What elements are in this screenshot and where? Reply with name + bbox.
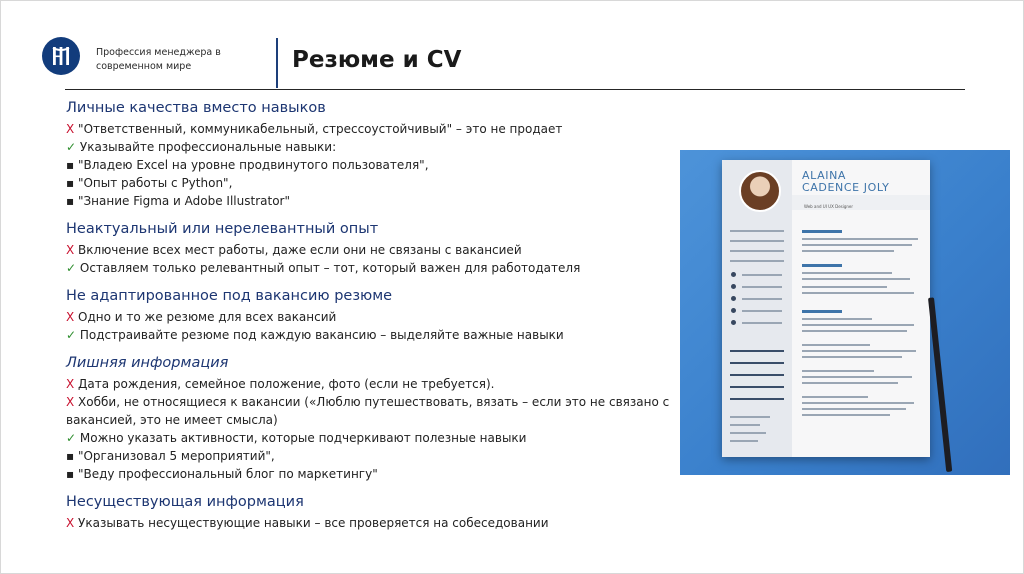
section-heading: Неактуальный или нерелевантный опыт [66,221,379,237]
resume-social-text [742,274,782,276]
bullet-text: Указывайте профессиональные навыки: [76,140,337,154]
bullet-text: Подстраивайте резюме под каждую вакансию – выделяйте важные навыки [76,328,564,342]
bullet-line [66,192,676,210]
resume-name-line-2: CADENCE JOLY [802,181,890,194]
bullet-line [66,447,676,465]
resume-skill-bar [730,350,784,352]
section-body [66,375,676,483]
resume-reference-line [730,424,760,426]
resume-text-line [802,250,894,252]
resume-social-icon [731,296,736,301]
header-divider-vertical [276,38,278,88]
check-icon: ✓ [66,328,77,342]
slide-title: Резюме и CV [292,47,462,73]
section-body [66,308,676,344]
cross-icon: X [66,377,75,391]
bullet-line [66,241,676,259]
resume-contact-line [730,250,784,252]
pen [928,297,952,472]
resume-reference-line [730,440,758,442]
section-heading: Несуществующая информация [66,494,304,510]
resume-skill-bar [730,386,784,388]
resume-contact-line [730,260,784,262]
resume-text-line [802,356,902,358]
resume-text-line [802,286,887,288]
resume-text-line [802,292,914,294]
check-icon: ✓ [66,261,77,275]
section-2 [66,219,676,277]
bullet-text: "Опыт работы с Python", [74,176,233,190]
slide-content [66,98,676,541]
bullet-text: "Знание Figma и Adobe Illustrator" [74,194,290,208]
resume-social-icon [731,272,736,277]
resume-social-text [742,286,782,288]
bullet-line [66,375,676,393]
cross-icon: X [66,243,75,257]
resume-reference-line [730,416,770,418]
bullet-icon: ▪ [66,158,75,172]
resume-text-line [802,324,914,326]
section-heading: Лишняя информация [66,355,229,371]
resume-text-line [802,318,872,320]
check-icon: ✓ [66,140,77,154]
resume-subtitle: Web and UI UX Designer [804,204,854,209]
resume-sheet [722,160,930,457]
bullet-line [66,514,676,532]
bullet-text: "Веду профессиональный блог по маркетингу" [74,467,378,481]
bullet-icon: ▪ [66,467,75,481]
bullet-line [66,156,676,174]
bullet-line [66,429,676,447]
bullet-line [66,259,676,277]
resume-name-line-1: ALAINA [802,169,847,182]
bullet-text: Одно и то же резюме для всех вакансий [74,310,337,324]
cross-icon: X [66,310,75,324]
bullet-text: "Организовал 5 мероприятий", [74,449,275,463]
cross-icon: X [66,122,75,136]
bullet-line [66,174,676,192]
bullet-line [66,308,676,326]
resume-text-line [802,408,906,410]
resume-text-line [802,350,916,352]
section-heading: Не адаптированное под вакансию резюме [66,288,393,304]
resume-avatar [739,170,781,212]
org-caption-line-1: Профессия менеджера в [96,47,221,58]
section-body [66,241,676,277]
resume-text-line [802,402,914,404]
resume-social-icon [731,320,736,325]
bullet-text: Включение всех мест работы, даже если они не связаны с вакансией [74,243,522,257]
header-divider-horizontal [65,89,965,90]
org-caption-line-2: современном мире [96,61,192,72]
bullet-text: Оставляем только релевантный опыт – тот, который важен для работодателя [76,261,581,275]
resume-heading-education [802,264,842,267]
resume-text-line [802,238,918,240]
resume-text-line [802,244,912,246]
resume-text-line [802,396,868,398]
bullet-text: Хобби, не относящиеся к вакансии («Люблю путешествовать, вязать – если это не связано с вакансией, это не имеет смысла) [66,395,670,427]
resume-contact-line [730,230,784,232]
resume-social-icon [731,284,736,289]
bullet-line [66,120,676,138]
bullet-line [66,138,676,156]
resume-text-line [802,370,874,372]
resume-text-line [802,278,910,280]
resume-social-text [742,298,782,300]
bullet-icon: ▪ [66,194,75,208]
resume-skill-bar [730,398,784,400]
resume-text-line [802,344,870,346]
university-logo [42,37,80,75]
org-caption [96,46,261,74]
bullet-text: Указывать несуществующие навыки – все проверяется на собеседовании [74,516,549,530]
bullet-line [66,393,676,429]
section-3 [66,286,676,344]
bullet-line [66,326,676,344]
section-5 [66,492,676,532]
section-4 [66,353,676,483]
resume-text-line [802,330,907,332]
resume-text-line [802,382,898,384]
bullet-text: Дата рождения, семейное положение, фото (если не требуется). [74,377,495,391]
resume-skill-bar [730,362,784,364]
resume-social-text [742,322,782,324]
check-icon: ✓ [66,431,77,445]
section-body [66,514,676,532]
section-1 [66,98,676,210]
resume-social-icon [731,308,736,313]
resume-name [802,170,889,194]
resume-text-line [802,376,912,378]
resume-contact-line [730,240,784,242]
resume-heading-intro [802,230,842,233]
resume-text-line [802,272,892,274]
bullet-text: Можно указать активности, которые подчеркивают полезные навыки [76,431,527,445]
section-heading: Личные качества вместо навыков [66,100,326,116]
resume-photo [680,150,1010,475]
resume-skill-bar [730,374,784,376]
cross-icon: X [66,516,75,530]
bullet-line [66,465,676,483]
bullet-text: "Владею Excel на уровне продвинутого пользователя", [74,158,429,172]
cross-icon: X [66,395,75,409]
resume-reference-line [730,432,766,434]
bullet-text: "Ответственный, коммуникабельный, стрессоустойчивый" – это не продает [74,122,563,136]
resume-social-text [742,310,782,312]
resume-heading-experience [802,310,842,313]
section-body [66,120,676,210]
bullet-icon: ▪ [66,449,75,463]
bullet-icon: ▪ [66,176,75,190]
resume-text-line [802,414,890,416]
